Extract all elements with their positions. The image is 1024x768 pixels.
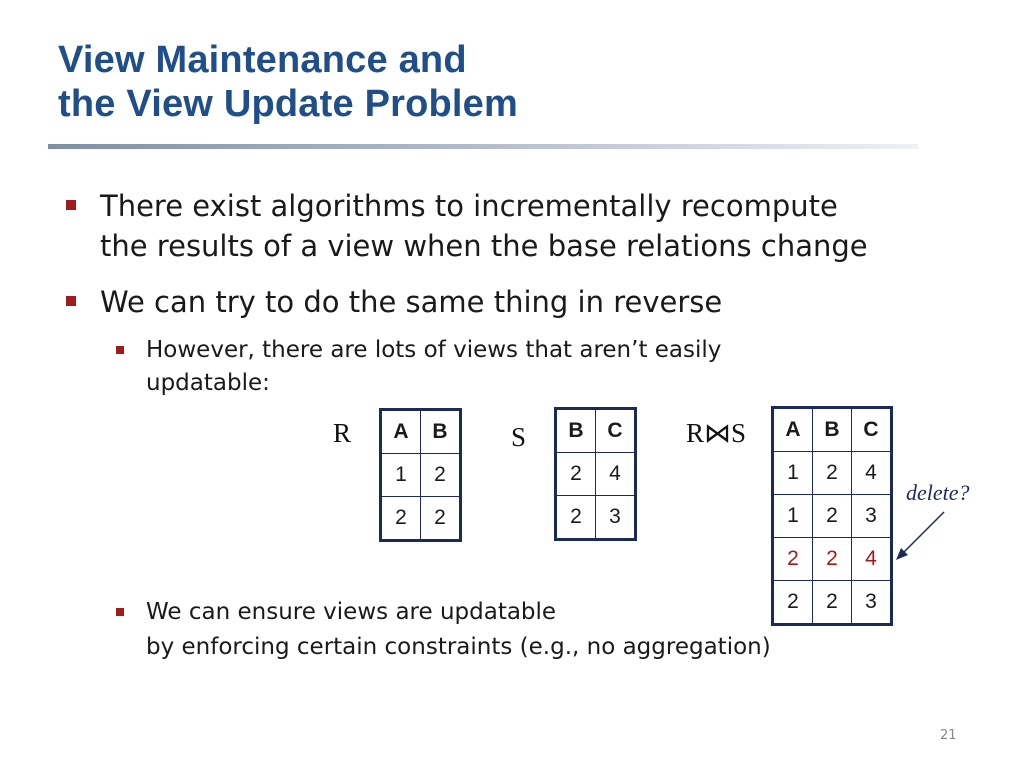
table-header-row	[381, 410, 461, 454]
table-header-row	[773, 408, 892, 452]
column-header: C	[596, 409, 636, 453]
title-line-2: the View Update Problem	[58, 83, 519, 125]
title-line-1: View Maintenance and	[58, 39, 467, 81]
table-cell: 4	[852, 538, 892, 581]
table-row	[773, 495, 892, 538]
column-header: C	[852, 408, 892, 452]
table-cell: 2	[813, 581, 852, 625]
table-cell: 2	[813, 495, 852, 538]
table-cell: 1	[773, 452, 813, 495]
table-row	[556, 453, 636, 496]
table-cell: 4	[596, 453, 636, 496]
column-header: A	[381, 410, 421, 454]
relation-r-label: R	[333, 418, 352, 448]
table-row	[773, 452, 892, 495]
table-row	[381, 497, 461, 541]
sub-bullet-1-line-1: However, there are lots of views that aren’t easily	[146, 337, 722, 363]
arrow-icon	[892, 508, 972, 568]
column-header: B	[556, 409, 596, 453]
sub-bullet-2-line-1: We can ensure views are updatable	[146, 599, 557, 625]
table-cell: 2	[381, 497, 421, 541]
table-cell: 4	[852, 452, 892, 495]
column-header: B	[813, 408, 852, 452]
join-result-table	[771, 406, 893, 626]
table-cell: 1	[381, 454, 421, 497]
table-row	[773, 581, 892, 625]
bullet-1-line-2: the results of a view when the base relations change	[100, 229, 868, 263]
table-header-row	[556, 409, 636, 453]
table-cell: 1	[773, 495, 813, 538]
table-cell: 2	[773, 581, 813, 625]
table-cell: 2	[421, 454, 461, 497]
table-cell: 2	[773, 538, 813, 581]
title-divider	[48, 144, 918, 149]
table-cell: 3	[852, 581, 892, 625]
square-bullet-icon	[66, 200, 76, 210]
table-cell: 2	[556, 496, 596, 540]
table-cell: 3	[596, 496, 636, 540]
table-cell: 2	[421, 497, 461, 541]
table-row	[381, 454, 461, 497]
page-number: 21	[940, 728, 957, 743]
table-cell: 2	[813, 538, 852, 581]
square-bullet-icon	[116, 346, 124, 354]
relation-s-label: S	[511, 422, 527, 452]
square-bullet-icon	[66, 296, 76, 306]
delete-annotation: delete?	[906, 480, 970, 505]
relation-r-table	[379, 408, 462, 542]
relation-s-table	[554, 407, 637, 541]
bullet-2-text: We can try to do the same thing in reverse	[100, 285, 723, 319]
join-label: R⋈S	[686, 418, 747, 448]
column-header: B	[421, 410, 461, 454]
sub-bullet-1-line-2: updatable:	[146, 370, 270, 396]
square-bullet-icon	[116, 608, 124, 616]
table-row-highlighted	[773, 538, 892, 581]
table-row	[556, 496, 636, 540]
table-cell: 3	[852, 495, 892, 538]
bullet-1-line-1: There exist algorithms to incrementally recompute	[100, 189, 838, 223]
column-header: A	[773, 408, 813, 452]
slide-title	[58, 38, 518, 126]
sub-bullet-2-line-2: by enforcing certain constraints (e.g., no aggregation)	[146, 634, 771, 660]
table-cell: 2	[556, 453, 596, 496]
table-cell: 2	[813, 452, 852, 495]
